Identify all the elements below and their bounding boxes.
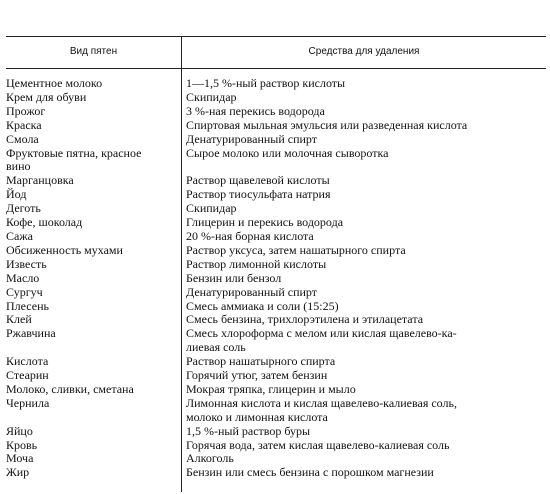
remedy-line: Смесь бензина, трихлорэтилена и этилацетата — [186, 312, 424, 327]
remedy-line: Спиртовая мыльная эмульсия или разведенная кислота — [186, 117, 468, 132]
remedy-line: Денатурированный спирт — [186, 284, 318, 299]
stain-type-cell: Моча — [6, 451, 34, 466]
remedy-cell — [181, 397, 546, 425]
remedy-line: лиевая соль — [186, 340, 246, 355]
remedy-cell — [181, 452, 546, 466]
remedy-cell — [181, 77, 546, 91]
table-row — [6, 188, 546, 202]
stain-type-cell: Смола — [6, 131, 39, 146]
stain-type-cell: Кровь — [6, 437, 38, 452]
table-row — [6, 397, 546, 425]
remedy-cell — [181, 91, 546, 105]
remedy-line: Раствор нашатырного спирта — [186, 354, 336, 369]
remedy-line: Бензин или бензол — [186, 270, 282, 285]
table-row — [6, 369, 546, 383]
table-row — [6, 383, 546, 397]
remedy-line: Смесь аммиака и соли (15:25) — [186, 298, 339, 313]
remedy-cell — [181, 383, 546, 397]
remedy-line: Мокрая тряпка, глицерин и мыло — [186, 381, 356, 396]
remedy-cell — [181, 119, 546, 133]
remedy-cell — [181, 147, 546, 175]
table-row — [6, 425, 546, 439]
stain-type-cell: Яйцо — [6, 423, 33, 438]
stain-type-cell: Кофе, шоколад — [6, 215, 83, 230]
stain-type-cell: Ржавчина — [6, 326, 56, 341]
stain-type-cell: Плесень — [6, 298, 49, 313]
stain-type-cell: Краска — [6, 117, 42, 132]
table-row — [6, 77, 546, 91]
remedy-line: Бензин или смесь бензина с порошком магнезии — [186, 465, 434, 480]
remedy-line: молоко и лимонная кислота — [186, 409, 328, 424]
remedy-cell — [181, 313, 546, 327]
remedy-header: Средства для удаления — [308, 46, 420, 57]
remedy-cell — [181, 355, 546, 369]
stain-type-cell: Цементное молоко — [6, 76, 103, 90]
table-row — [6, 174, 546, 188]
table-row — [6, 230, 546, 244]
stain-type-cell — [6, 147, 181, 175]
remedy-cell — [181, 188, 546, 202]
remedy-cell — [181, 439, 546, 453]
table-body — [6, 77, 546, 480]
table-row — [6, 439, 546, 453]
remedy-line: Лимонная кислота и кислая щавелево-калиевая соль, — [186, 395, 457, 410]
stain-type-cell: Молоко, сливки, сметана — [6, 381, 134, 396]
remedy-line: Алкоголь — [186, 451, 234, 466]
stain-type-cell: Сургуч — [6, 284, 43, 299]
remedy-cell — [181, 133, 546, 147]
remedy-cell — [181, 202, 546, 216]
stain-type-cell: Прожог — [6, 103, 46, 118]
stain-type-cell: Клей — [6, 312, 32, 327]
table-row — [6, 300, 546, 314]
remedy-line: 1,5 %-ный раствор буры — [186, 423, 311, 438]
remedy-line: Скипидар — [186, 89, 237, 104]
remedy-cell — [181, 300, 546, 314]
stain-type-cell: Масло — [6, 270, 40, 285]
remedy-cell — [181, 244, 546, 258]
remedy-cell — [181, 258, 546, 272]
stain-type-cell: Известь — [6, 256, 47, 271]
remedy-line: Раствор тиосульфата натрия — [186, 187, 331, 202]
stain-type-header: Вид пятен — [69, 46, 118, 57]
table-row — [6, 313, 546, 327]
remedy-cell — [181, 230, 546, 244]
remedy-cell — [181, 105, 546, 119]
table-row — [6, 105, 546, 119]
header-bottom-rule — [6, 68, 546, 69]
remedy-cell — [181, 174, 546, 188]
stain-type-cell: Йод — [6, 187, 27, 202]
remedy-cell — [181, 369, 546, 383]
remedy-line: Горячая вода, затем кислая щавелево-калиевая соль — [186, 437, 450, 452]
remedy-cell — [181, 327, 546, 355]
table-row — [6, 119, 546, 133]
remedy-cell — [181, 272, 546, 286]
table-row — [6, 452, 546, 466]
stain-type-cell: Сажа — [6, 228, 33, 243]
remedy-line: Сырое молоко или молочная сыворотка — [186, 145, 389, 160]
stain-type-cell: Чернила — [6, 395, 50, 410]
table-row — [6, 466, 546, 480]
table-row — [6, 272, 546, 286]
stain-type-cell: Марганцовка — [6, 173, 74, 188]
table-row — [6, 216, 546, 230]
table-row — [6, 133, 546, 147]
stain-type-cell: Стеарин — [6, 368, 49, 383]
table-row — [6, 244, 546, 258]
table-row — [6, 202, 546, 216]
stain-type-cell: Крем для обуви — [6, 89, 87, 104]
remedy-line: Раствор щавелевой кислоты — [186, 173, 330, 188]
table-row — [6, 286, 546, 300]
remedy-line: 20 %-ная борная кислота — [186, 228, 314, 243]
table-row — [6, 91, 546, 105]
remedy-line: 1—1,5 %-ный раствор кислоты — [186, 76, 346, 90]
table-row — [6, 258, 546, 272]
remedy-cell — [181, 425, 546, 439]
remedy-line: Раствор лимонной кислоты — [186, 256, 327, 271]
table-row — [6, 327, 546, 355]
remedy-line: Глицерин и перекись водорода — [186, 215, 344, 230]
table-row — [6, 147, 546, 175]
stain-type-cell: Жир — [6, 465, 30, 480]
remedy-line: Скипидар — [186, 201, 237, 216]
remedy-line: 3 %-ная перекись водорода — [186, 103, 325, 118]
stain-type-line: Фруктовые пятна, красное — [6, 145, 142, 160]
remedy-cell — [181, 466, 546, 480]
remedy-line: Раствор уксуса, затем нашатырного спирта — [186, 242, 406, 257]
stain-type-cell: Обсиженность мухами — [6, 242, 123, 257]
remedy-line: Горячий утюг, затем бензин — [186, 368, 328, 383]
remedy-line: Денатурированный спирт — [186, 131, 318, 146]
stain-type-cell: Деготь — [6, 201, 41, 216]
remedy-cell — [181, 286, 546, 300]
stain-type-cell: Кислота — [6, 354, 49, 369]
stain-type-line: вино — [6, 159, 31, 174]
remedy-cell — [181, 216, 546, 230]
remedy-line: Смесь хлороформа с мелом или кислая щавелево-ка- — [186, 326, 457, 341]
table-row — [6, 355, 546, 369]
